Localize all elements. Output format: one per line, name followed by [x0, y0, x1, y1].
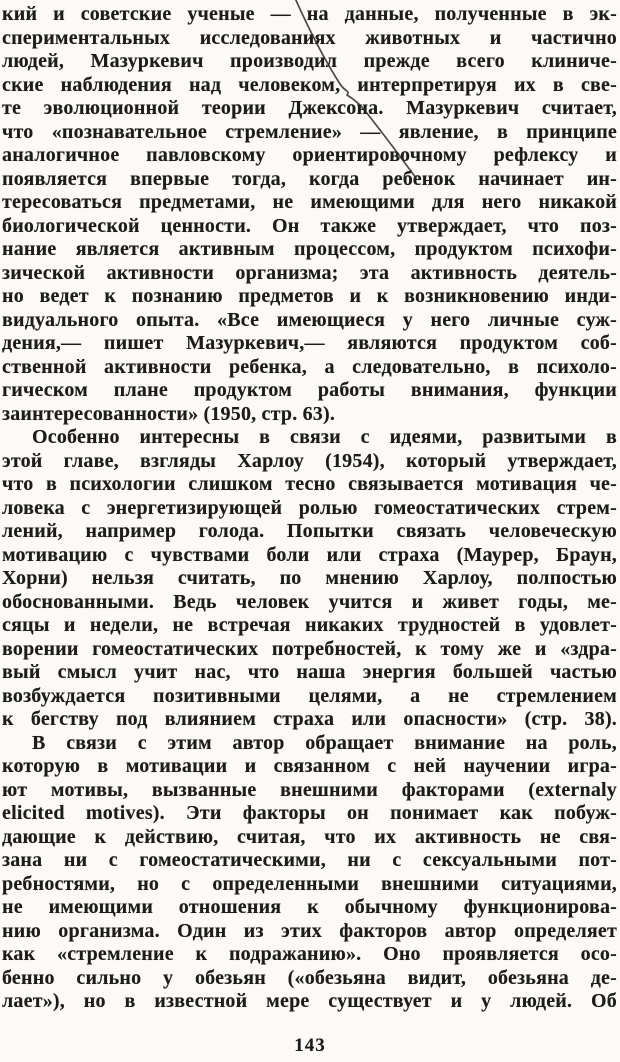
text-line: Хорни) нельзя считать, по мнению Харлоу, полпостью [2, 567, 617, 589]
text-line: людей, Мазуркевич производил прежде всего клиниче- [2, 50, 617, 72]
text-line: зана ни с гомеостатическими, ни с сексуальными пот- [2, 849, 617, 871]
text-line: гическом плане продуктом работы внимания, функции [2, 379, 617, 401]
text-line: В связи с этим автор обращает внимание на роль, [32, 731, 617, 754]
text-line: не имеющими отношения к обычному функционирова- [2, 896, 617, 918]
text-line: что «познавательное стремление» — явление, в принципе [2, 120, 617, 143]
text-line: ребностями, но с определенными внешними ситуациями, [2, 872, 617, 895]
text-line: нию организма. Один из этих факторов автор определяет [2, 919, 617, 942]
text-line: видуального опыта. «Все имеющиеся у него личные суж- [2, 308, 617, 331]
text-line: к бегству под влиянием страха или опасности» (стр. 38). [2, 708, 617, 730]
text-line: обоснованными. Ведь человек учится и живет годы, ме- [2, 590, 617, 613]
text-line: зической активности организма; эта активность деятель- [2, 261, 617, 284]
text-line: спериментальных исследованиях животных и частично [2, 26, 617, 49]
text-line: биологической ценности. Он также утверждает, что поз- [2, 214, 617, 237]
text-line: дающие к действию, считая, что их активность не свя- [2, 825, 617, 848]
text-line: бенно сильно у обезьян («обезьяна видит, обезьяна де- [2, 966, 617, 989]
text-line: которую в мотивации и связанном с ней научении игра- [2, 755, 617, 777]
text-line: Особенно интересны в связи с идеями, развитыми в [32, 426, 617, 448]
text-line: ют мотивы, вызванные внешними факторами (externaly [2, 778, 617, 801]
text-line: как «стремление к подражанию». Оно проявляется осо- [2, 943, 617, 965]
text-line: но ведет к познанию предметов и к возникновению инди- [2, 285, 617, 307]
text-line: аналогичное павловскому ориентировочному рефлексу и [2, 144, 617, 166]
text-line: вый смысл учит нас, что наша энергия большей частью [2, 661, 617, 683]
text-line: появляется впервые тогда, когда ребенок начинает ин- [2, 167, 617, 190]
body-text [2, 3, 617, 1014]
text-line: заинтересованности» (1950, стр. 63). [2, 402, 336, 425]
text-line: дения,— пишет Мазуркевич,— являются продуктом соб- [2, 332, 617, 354]
text-line: тересоваться предметами, не имеющими для него никакой [2, 191, 617, 213]
text-line: ские наблюдения над человеком, интерпретируя их в све- [2, 73, 617, 96]
text-line: ворении гомеостатических потребностей, к тому же и «здра- [2, 637, 617, 660]
text-line: возбуждается позитивными целями, а не стремлением [2, 684, 617, 707]
text-line: кий и советские ученые — на данные, полученные в эк- [2, 3, 617, 25]
text-line: что в психологии слишком тесно связывается мотивация че- [2, 473, 617, 495]
text-line: нание является активным процессом, продуктом психофи- [2, 238, 617, 260]
text-line: ственной активности ребенка, а следовательно, в психоло- [2, 355, 617, 378]
text-line: лений, например голода. Попытки связать человеческую [2, 520, 617, 542]
text-line: лает»), но в известной мере существует и у людей. Об [2, 990, 617, 1012]
text-line: этой главе, взгляды Харлоу (1954), который утверждает, [2, 449, 617, 472]
text-line: те эволюционной теории Джексона. Мазуркевич считает, [2, 97, 617, 119]
page-number: 143 [294, 1035, 326, 1056]
text-line: elicited motives). Эти факторы он понимает как побуж- [2, 802, 617, 824]
text-line: сяцы и недели, не встречая никаких трудностей в удовлет- [2, 614, 617, 636]
text-line: ловека с энергетизирующей ролью гомеостатических стрем- [2, 496, 617, 519]
text-line: мотивацию с чувствами боли или страха (Маурер, Браун, [2, 543, 617, 566]
